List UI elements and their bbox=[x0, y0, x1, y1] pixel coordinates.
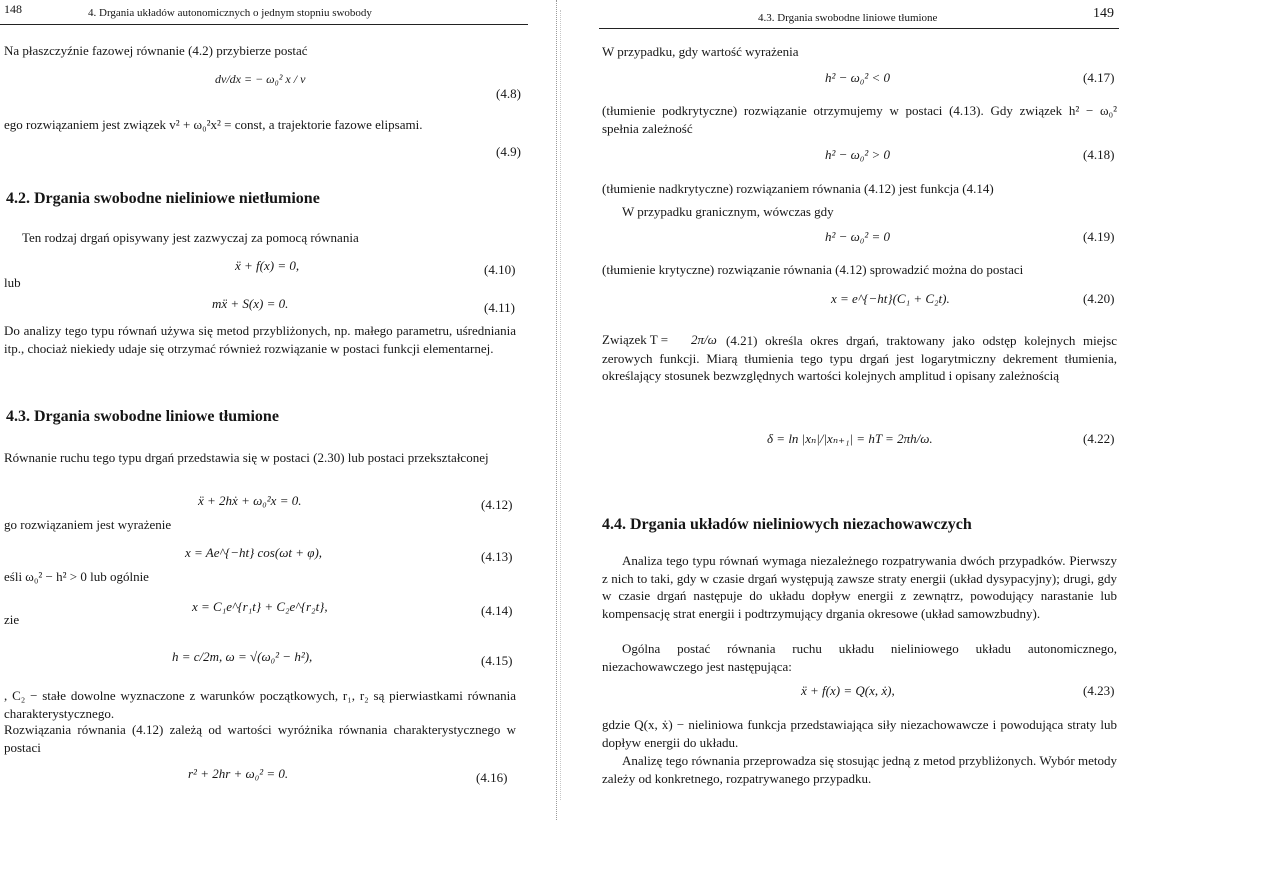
equation-period: 2π/ω bbox=[691, 332, 717, 347]
paragraph: , C₂ − stałe dowolne wyznaczone z warunków początkowych, r₁, r₂ są pierwiastkami równania charakterystycznego. bbox=[4, 688, 516, 721]
text-line: zie bbox=[4, 612, 20, 627]
text-line: ego rozwiązaniem jest związek v² + ω₀²x² = const, a trajektorie fazowe elipsami. bbox=[4, 117, 423, 132]
equation-4-16: r² + 2hr + ω₀² = 0. bbox=[188, 766, 289, 781]
paragraph: Analiza tego typu równań wymaga niezależnego rozpatrywania dwóch przypadków. Pierwszy z nich to taki, gdy w czasie drgań występują zawsze straty energii (układ dysypacyjny); drugi, gdy w czasie drgań następuje do układu dopływ energii z zewnątrz, powodujący narastanie lub kompensację strat energii i podtrzymujący drgania okresowe (układ samowzbudny). bbox=[602, 553, 1117, 621]
header-rule bbox=[599, 28, 1119, 29]
equation-number: (4.12) bbox=[481, 497, 513, 512]
paragraph: Ten rodzaj drgań opisywany jest zazwyczaj za pomocą równania bbox=[22, 230, 359, 245]
right-page bbox=[585, 0, 1130, 893]
equation-number: (4.10) bbox=[484, 262, 516, 277]
text-line: eśli ω₀² − h² > 0 lub ogólnie bbox=[4, 569, 149, 584]
paragraph: W przypadku, gdy wartość wyrażenia bbox=[602, 44, 799, 59]
equation-4-19: h² − ω₀² = 0 bbox=[825, 229, 891, 244]
running-head: 4. Drgania układów autonomicznych o jednym stopniu swobody bbox=[88, 7, 372, 19]
equation-4-11: mẍ + S(x) = 0. bbox=[212, 296, 289, 311]
text-line: lub bbox=[4, 275, 21, 290]
equation-4-20: x = e^{−ht}(C₁ + C₂t). bbox=[831, 291, 950, 306]
paragraph: (tłumienie nadkrytyczne) rozwiązaniem równania (4.12) jest funkcja (4.14) bbox=[602, 181, 994, 196]
equation-number: (4.23) bbox=[1083, 683, 1115, 698]
section-heading: 4.3. Drgania swobodne liniowe tłumione bbox=[6, 408, 279, 425]
equation-number: (4.19) bbox=[1083, 229, 1115, 244]
section-heading: 4.2. Drgania swobodne nieliniowe nietłumione bbox=[6, 190, 320, 207]
paragraph: (4.21) określa okres drgań, traktowany jako odstęp kolejnych miejsc zerowych funkcji. Miarą tłumienia tego typu drgań jest logarytmiczny dekrement tłumienia, określający stosunek bezwzględnych wartości kolejnych amplitud i opisany zależnością bbox=[602, 333, 1117, 383]
paragraph: gdzie Q(x, ẋ) − nieliniowa funkcja przedstawiająca siły niezachowawcze i powodująca straty lub dopływ energii do układu. bbox=[602, 717, 1117, 750]
equation-4-15: h = c/2m, ω = √(ω₀² − h²), bbox=[172, 649, 313, 664]
book-gutter-shadow bbox=[560, 10, 562, 800]
left-page bbox=[0, 0, 550, 893]
equation-4-14: x = C₁e^{r₁t} + C₂e^{r₂t}, bbox=[192, 599, 328, 614]
running-head: 4.3. Drgania swobodne liniowe tłumione bbox=[758, 12, 938, 24]
equation-number: (4.8) bbox=[496, 86, 521, 101]
page-number: 148 bbox=[4, 2, 22, 16]
paragraph: (tłumienie krytyczne) rozwiązanie równania (4.12) sprowadzić można do postaci bbox=[602, 262, 1024, 277]
equation-number: (4.15) bbox=[481, 653, 513, 668]
paragraph: Równanie ruchu tego typu drgań przedstawia się w postaci (2.30) lub postaci przekształconej bbox=[4, 450, 489, 465]
book-gutter bbox=[556, 0, 571, 820]
text-line: Związek T = bbox=[602, 332, 669, 347]
text-line: Na płaszczyźnie fazowej równanie (4.2) przybierze postać bbox=[4, 43, 308, 58]
equation-4-12: ẍ + 2hẋ + ω₀²x = 0. bbox=[198, 493, 302, 508]
paragraph: Do analizy tego typu równań używa się metod przybliżonych, np. małego parametru, uśredniania itp., chociaż niekiedy udaje się otrzymać również rozwiązanie w postaci funkcji elementarnej. bbox=[4, 323, 516, 356]
equation-4-23: ẍ + f(x) = Q(x, ẋ), bbox=[801, 683, 895, 698]
equation-number: (4.11) bbox=[484, 300, 515, 315]
equation-number: (4.18) bbox=[1083, 147, 1115, 162]
equation-number: (4.13) bbox=[481, 549, 513, 564]
equation-4-8: dv/dx = − ω₀² x / v bbox=[215, 72, 306, 86]
paragraph: W przypadku granicznym, wówczas gdy bbox=[622, 204, 834, 219]
paragraph: (tłumienie podkrytyczne) rozwiązanie otrzymujemy w postaci (4.13). Gdy związek h² − ω₀² spełnia zależność bbox=[602, 103, 1117, 136]
paragraph: Analizę tego równania przeprowadza się stosując jedną z metod przybliżonych. Wybór metody zależy od konkretnego, rozpatrywanego przypadku. bbox=[602, 753, 1117, 786]
paragraph: Rozwiązania równania (4.12) zależą od wartości wyróżnika równania charakterystycznego w postaci bbox=[4, 722, 516, 755]
equation-number: (4.17) bbox=[1083, 70, 1115, 85]
paragraph: Ogólna postać równania ruchu układu nieliniowego układu autonomicznego, niezachowawczego jest następująca: bbox=[602, 641, 1117, 674]
page-number: 149 bbox=[1093, 6, 1114, 21]
equation-4-17: h² − ω₀² < 0 bbox=[825, 70, 891, 85]
header-rule bbox=[0, 24, 528, 25]
equation-4-13: x = Ae^{−ht} cos(ωt + φ), bbox=[185, 545, 323, 560]
equation-4-10: ẍ + f(x) = 0, bbox=[235, 258, 300, 273]
equation-4-18: h² − ω₀² > 0 bbox=[825, 147, 891, 162]
equation-number: (4.22) bbox=[1083, 431, 1115, 446]
equation-number: (4.9) bbox=[496, 144, 521, 159]
text-line: go rozwiązaniem jest wyrażenie bbox=[4, 517, 172, 532]
equation-number: (4.14) bbox=[481, 603, 513, 618]
section-heading: 4.4. Drgania układów nieliniowych niezachowawczych bbox=[602, 516, 972, 533]
equation-number: (4.20) bbox=[1083, 291, 1115, 306]
equation-4-22: δ = ln |xₙ|/|xₙ₊₁| = hT = 2πh/ω. bbox=[767, 431, 933, 446]
equation-number: (4.16) bbox=[476, 770, 508, 785]
